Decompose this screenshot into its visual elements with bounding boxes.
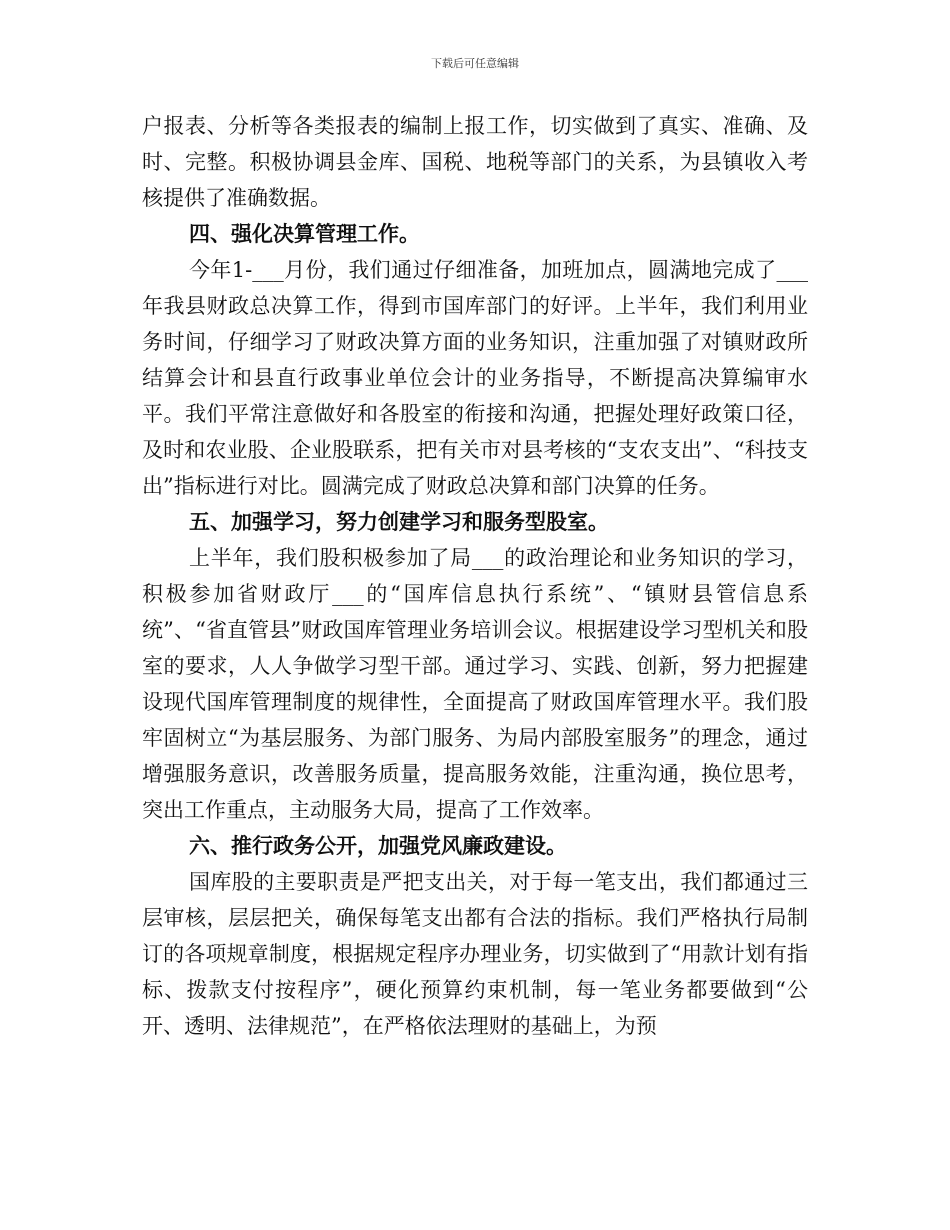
paragraph-transparency: 国库股的主要职责是严把支出关，对于每一笔支出，我们都通过三层审核，层层把关，确保每笔支出都有合法的指标。我们严格执行局制订的各项规章制度，根据规定程序办理业务，切实做到了“用款计划有指标、拨款支付按程序”，硬化预算约束机制，每一笔业务都要做到“公开、透明、法律规范”，在严格依法理财的基础上，为预 <box>142 870 808 1038</box>
paragraph-settlement: 今年1-___月份，我们通过仔细准备，加班加点，圆满地完成了___年我县财政总决算工作，得到市国库部门的好评。上半年，我们利用业务时间，仔细学习了财政决算方面的业务知识，注重加强了对镇财政所结算会计和县直行政事业单位会计的业务指导，不断提高决算编审水平。我们平常注意做好和各股室的衔接和沟通，把握处理好政策口径，及时和农业股、企业股联系，把有关市对县考核的“支农支出”、“科技支出”指标进行对比。圆满完成了财政总决算和部门决算的任务。 <box>142 258 808 498</box>
document-body <box>142 108 808 1044</box>
paragraph-continued: 户报表、分析等各类报表的编制上报工作，切实做到了真实、准确、及时、完整。积极协调县金库、国税、地税等部门的关系，为县镇收入考核提供了准确数据。 <box>142 114 808 210</box>
paragraph-learning: 上半年，我们股积极参加了局___的政治理论和业务知识的学习，积极参加省财政厅___的“国库信息执行系统”、“镇财县管信息系统”、“省直管县”财政国库管理业务培训会议。根据建设学习型机关和股室的要求，人人争做学习型干部。通过学习、实践、创新，努力把握建设现代国库管理制度的规律性，全面提高了财政国库管理水平。我们股牢固树立“为基层服务、为部门服务、为局内部股室服务”的理念，通过增强服务意识，改善服务质量，提高服务效能，注重沟通，换位思考，突出工作重点，主动服务大局，提高了工作效率。 <box>142 546 808 822</box>
page-header: 下载后可任意编辑 <box>431 57 519 70</box>
section-heading-6: 六、推行政务公开，加强党风廉政建设。 <box>189 834 567 858</box>
section-heading-4: 四、强化决算管理工作。 <box>189 222 420 246</box>
section-heading-5: 五、加强学习，努力创建学习和服务型股室。 <box>189 510 609 534</box>
